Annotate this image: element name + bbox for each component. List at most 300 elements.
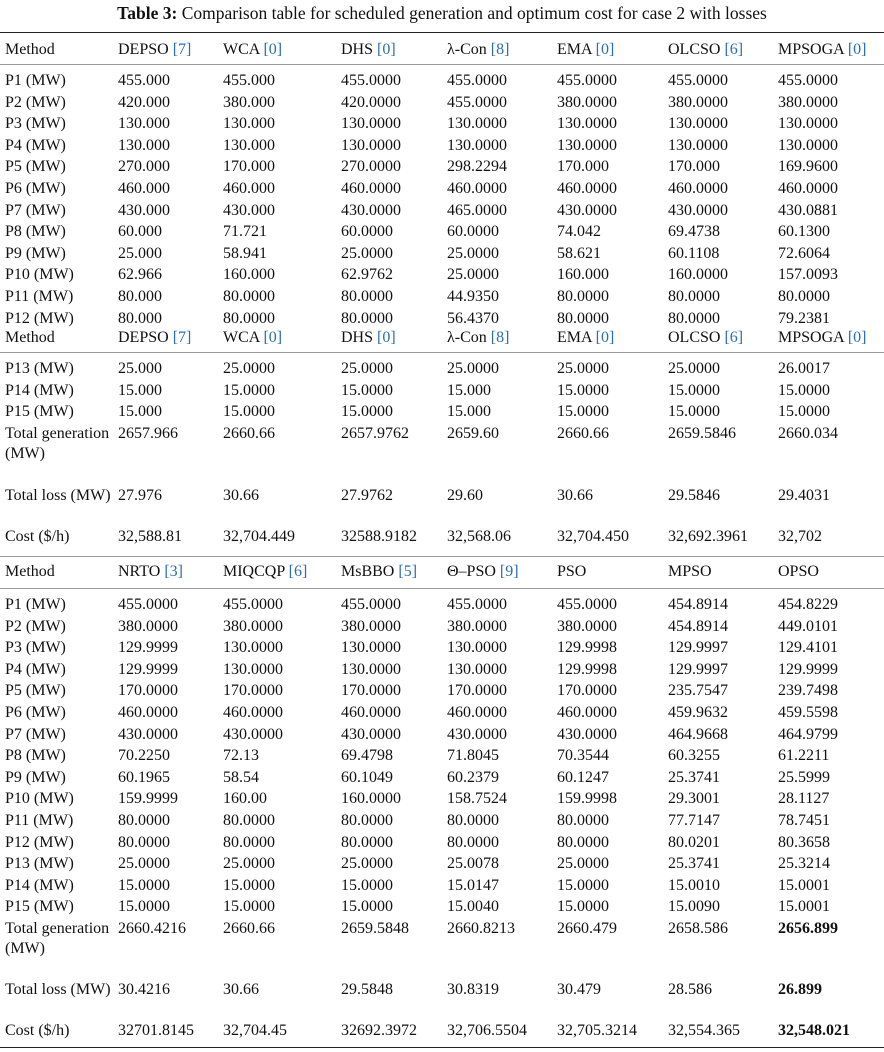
table-cell: 430.0000 — [341, 201, 401, 219]
table-cell: 430.0000 — [557, 201, 617, 219]
row-label: P3 (MW) — [5, 115, 66, 133]
row-label: P12 (MW) — [5, 833, 74, 851]
table-cell: 130.000 — [223, 136, 275, 154]
header-col5-name: EMA — [557, 41, 592, 58]
table-cell: 130.0000 — [341, 136, 401, 154]
header-col1 — [118, 40, 191, 60]
row-label: P9 (MW) — [5, 244, 66, 262]
table-cell: 29.5848 — [341, 981, 393, 998]
table-cell: 25.3741 — [668, 768, 720, 786]
table-cell: 2657.9762 — [341, 424, 409, 442]
table-cell: 380.0000 — [223, 617, 283, 635]
table-cell: 15.0001 — [778, 898, 830, 916]
table-cell: 60.000 — [118, 223, 162, 241]
header-col1 — [118, 328, 191, 348]
table-cell: 25.5999 — [778, 768, 830, 786]
header-col2-ref[interactable]: [0] — [263, 329, 283, 346]
row-label: P7 (MW) — [5, 201, 66, 219]
table-cell: 25.3741 — [668, 855, 720, 873]
section2-header-rule — [0, 352, 884, 353]
table-cell: 80.0000 — [223, 833, 275, 851]
table-cell: 28.586 — [668, 981, 712, 998]
table-cell: 32588.9182 — [341, 527, 417, 545]
table-cell: 44.9350 — [447, 288, 499, 305]
table-cell: 170.0000 — [447, 682, 507, 700]
table-cell: 170.0000 — [341, 682, 401, 700]
header-col3 — [341, 328, 396, 348]
table-cell: 460.0000 — [447, 704, 507, 721]
row-label: P6 (MW) — [5, 180, 66, 197]
table-cell: 69.4738 — [668, 223, 720, 241]
table-cell: 15.0090 — [668, 898, 720, 916]
table-cell: 80.0000 — [557, 812, 609, 829]
table-cell: 464.9799 — [778, 725, 838, 743]
table-cell: 80.3658 — [778, 833, 830, 851]
table-cell: 460.0000 — [341, 704, 401, 721]
table-cell: 25.0000 — [341, 855, 393, 873]
header-col2-name: MIQCQP — [223, 563, 285, 580]
table-cell: 130.0000 — [668, 115, 728, 133]
row-label: P10 (MW) — [5, 790, 74, 808]
table-cell: 129.9998 — [557, 639, 617, 657]
header-col1-ref[interactable]: [7] — [172, 41, 192, 58]
header-col4-ref[interactable]: [9] — [499, 563, 519, 580]
row-label: P7 (MW) — [5, 725, 66, 743]
row-label: P5 (MW) — [5, 158, 66, 176]
table-cell: 80.0000 — [557, 833, 609, 851]
table-cell: 80.0000 — [557, 309, 609, 327]
bottom-rule — [0, 1047, 884, 1048]
table-cell: 239.7498 — [778, 682, 838, 700]
table-cell: 32692.3972 — [341, 1022, 417, 1039]
header-col2-name: WCA — [223, 329, 260, 346]
table-cell: 159.9999 — [118, 790, 178, 808]
table-cell: 454.8229 — [778, 596, 838, 613]
table-cell: 15.0000 — [668, 381, 720, 399]
table-cell: 170.000 — [668, 158, 720, 176]
section1-header-rule — [0, 64, 884, 65]
header-col2-name: WCA — [223, 41, 260, 58]
header-col6 — [668, 40, 743, 60]
table-cell: 58.941 — [223, 244, 267, 262]
table-cell: 27.9762 — [341, 486, 393, 504]
table-cell: 449.0101 — [778, 617, 838, 635]
row-label: Cost ($/h) — [5, 1022, 70, 1039]
table-cell: 26.0017 — [778, 360, 830, 377]
table-cell: 32,702 — [778, 527, 822, 545]
table-cell: 30.4216 — [118, 981, 170, 998]
table-cell: 15.0000 — [118, 876, 170, 894]
header-col3-ref[interactable]: [0] — [377, 41, 396, 58]
header-col5 — [557, 40, 614, 60]
table-cell: 455.0000 — [341, 72, 401, 89]
row-label: P2 (MW) — [5, 617, 66, 635]
header-col6-name: OLCSO — [668, 41, 721, 58]
table-cell: 2660.4216 — [118, 920, 186, 937]
table-cell: 60.0000 — [447, 223, 499, 241]
table-cell: 32,692.3961 — [668, 527, 748, 545]
table-cell: 460.0000 — [668, 180, 728, 197]
table-cell: 80.0000 — [118, 812, 170, 829]
header-col5-ref[interactable]: [0] — [595, 329, 615, 346]
table-cell: 29.60 — [447, 486, 483, 504]
header-col4-name: λ-Con — [447, 41, 487, 58]
table-cell: 25.000 — [118, 244, 162, 262]
header-col7 — [778, 328, 866, 348]
table-cell: 60.1108 — [668, 244, 720, 262]
table-cell: 60.1300 — [778, 223, 830, 241]
table-cell: 454.8914 — [668, 596, 728, 613]
table-cell: 32,704.449 — [223, 527, 295, 545]
table-cell: 15.0000 — [341, 876, 393, 894]
table-cell: 29.5846 — [668, 486, 720, 504]
header-col7-name: MPSOGA — [778, 329, 844, 346]
table-cell: 69.4798 — [341, 747, 393, 765]
table-cell: 58.621 — [557, 244, 601, 262]
table-cell: 32,568.06 — [447, 527, 511, 545]
row-label: P9 (MW) — [5, 768, 66, 786]
table-cell: 32,548.021 — [778, 1022, 850, 1039]
table-cell: 130.0000 — [668, 136, 728, 154]
table-cell: 460.0000 — [778, 180, 838, 197]
table-cell: 80.0000 — [778, 288, 830, 305]
table-cell: 380.0000 — [668, 93, 728, 111]
table-cell: 2660.66 — [223, 424, 275, 442]
table-cell: 455.0000 — [118, 596, 178, 613]
table-cell: 130.000 — [118, 115, 170, 133]
table-cell: 130.0000 — [223, 660, 283, 678]
table-cell: 15.0000 — [557, 381, 609, 399]
table-cell: 71.8045 — [447, 747, 499, 765]
table-cell: 130.000 — [118, 136, 170, 154]
table-cell: 70.3544 — [557, 747, 609, 765]
row-label: P1 (MW) — [5, 596, 66, 613]
table-cell: 170.000 — [223, 158, 275, 176]
table-cell: 2658.586 — [668, 920, 728, 937]
table-cell: 130.0000 — [778, 136, 838, 154]
header-col7-name: OPSO — [778, 563, 819, 580]
table-cell: 80.0000 — [118, 833, 170, 851]
table-cell: 70.2250 — [118, 747, 170, 765]
row-label: P15 (MW) — [5, 898, 74, 916]
table-cell: 15.0010 — [668, 876, 720, 894]
table-cell: 270.0000 — [341, 158, 401, 176]
table-cell: 380.0000 — [118, 617, 178, 635]
table-cell: 25.0078 — [447, 855, 499, 873]
header-col4 — [447, 328, 509, 348]
table-cell: 455.000 — [118, 72, 170, 89]
table-cell: 2660.8213 — [447, 920, 515, 937]
table-cell: 170.0000 — [118, 682, 178, 700]
header-col6-name: OLCSO — [668, 329, 721, 346]
table-cell: 72.13 — [223, 747, 259, 765]
table-cell: 129.9997 — [668, 639, 728, 657]
table-cell: 455.0000 — [447, 72, 507, 89]
table-cell: 464.9668 — [668, 725, 728, 743]
table-cell: 2660.66 — [223, 920, 275, 937]
header-col4-ref[interactable]: [8] — [490, 41, 510, 58]
table-cell: 25.0000 — [447, 244, 499, 262]
table-cell: 160.0000 — [341, 790, 401, 808]
row-label: Total generation (MW) — [5, 424, 110, 462]
table-cell: 130.0000 — [341, 115, 401, 133]
row-label: P14 (MW) — [5, 381, 74, 399]
table-cell: 170.0000 — [557, 682, 617, 700]
row-label: P5 (MW) — [5, 682, 66, 700]
table-cell: 25.0000 — [341, 360, 393, 377]
table-cell: 455.0000 — [778, 72, 838, 89]
table-cell: 25.0000 — [223, 855, 275, 873]
table-cell: 71.721 — [223, 223, 267, 241]
table-cell: 158.7524 — [447, 790, 507, 808]
table-cell: 2660.034 — [778, 424, 838, 442]
table-cell: 15.0000 — [778, 403, 830, 420]
header-col7 — [778, 562, 819, 582]
header-col4-name: λ-Con — [447, 329, 487, 346]
table-cell: 15.0000 — [557, 898, 609, 916]
table-cell: 130.0000 — [447, 136, 507, 154]
row-label: Cost ($/h) — [5, 527, 70, 545]
table-cell: 80.0000 — [223, 309, 275, 327]
header-col5-name: PSO — [557, 563, 587, 580]
table-cell: 78.7451 — [778, 812, 830, 829]
header-col4-name: Θ–PSO — [447, 563, 496, 580]
row-label: P13 (MW) — [5, 360, 74, 377]
row-label: P8 (MW) — [5, 223, 66, 241]
header-col7-ref[interactable]: [0] — [847, 41, 867, 58]
table-cell: 15.0001 — [778, 876, 830, 894]
header-col1-ref[interactable]: [3] — [164, 563, 183, 580]
table-cell: 25.3214 — [778, 855, 830, 873]
table-cell: 170.0000 — [223, 682, 283, 700]
table-cell: 15.0000 — [223, 898, 275, 916]
table-cell: 79.2381 — [778, 309, 830, 327]
header-col6-ref[interactable]: [6] — [724, 41, 744, 58]
table-cell: 25.0000 — [447, 266, 499, 284]
header-col1-name: NRTO — [118, 563, 161, 580]
table-cell: 62.966 — [118, 266, 162, 284]
table-cell: 15.0000 — [778, 381, 830, 399]
header-col3 — [341, 40, 396, 60]
table-cell: 130.0000 — [447, 115, 507, 133]
table-cell: 15.0000 — [341, 898, 393, 916]
table-cell: 80.0000 — [223, 812, 275, 829]
header-col1-name: DEPSO — [118, 329, 169, 346]
header-method: Method — [5, 563, 55, 580]
table-cell: 80.000 — [118, 288, 162, 305]
row-label: P3 (MW) — [5, 639, 66, 657]
caption-text: Comparison table for scheduled generation and optimum cost for case 2 with losses — [181, 3, 767, 23]
row-label: P6 (MW) — [5, 704, 66, 721]
table-cell: 15.0040 — [447, 898, 499, 916]
table-cell: 298.2294 — [447, 158, 507, 176]
table-cell: 60.1965 — [118, 768, 170, 786]
table-cell: 129.9999 — [118, 660, 178, 678]
table-cell: 15.0000 — [341, 381, 393, 399]
table-cell: 30.479 — [557, 981, 601, 998]
table-cell: 2659.5846 — [668, 424, 736, 442]
header-col2 — [223, 40, 282, 60]
header-col3-name: DHS — [341, 329, 374, 346]
table-cell: 380.0000 — [557, 617, 617, 635]
header-col1 — [118, 562, 183, 582]
table-cell: 32,704.450 — [557, 527, 629, 545]
header-col4 — [447, 562, 519, 582]
table-cell: 460.0000 — [447, 180, 507, 197]
table-cell: 465.0000 — [447, 201, 507, 219]
table-cell: 30.66 — [557, 486, 593, 504]
table-cell: 80.0000 — [557, 288, 609, 305]
table-cell: 430.0000 — [447, 725, 507, 743]
row-label: P10 (MW) — [5, 266, 74, 284]
header-col5 — [557, 328, 614, 348]
table-cell: 420.0000 — [341, 93, 401, 111]
table-cell: 430.0881 — [778, 201, 838, 219]
caption-label: Table 3: — [117, 3, 178, 23]
table-cell: 380.000 — [223, 93, 275, 111]
table-caption — [0, 0, 884, 26]
table-cell: 32,705.3214 — [557, 1022, 637, 1039]
table-cell: 160.0000 — [668, 266, 728, 284]
table-cell: 129.9997 — [668, 660, 728, 678]
row-label: P2 (MW) — [5, 93, 66, 111]
header-col5-ref[interactable]: [0] — [595, 41, 615, 58]
header-col4 — [447, 40, 509, 60]
table-cell: 170.000 — [557, 158, 609, 176]
table-cell: 32,704.45 — [223, 1022, 287, 1039]
table-cell: 80.0000 — [447, 833, 499, 851]
table-cell: 60.3255 — [668, 747, 720, 765]
table-cell: 235.7547 — [668, 682, 728, 700]
table-cell: 74.042 — [557, 223, 601, 241]
table-cell: 129.9998 — [557, 660, 617, 678]
table-cell: 80.0201 — [668, 833, 720, 851]
header-col3-ref[interactable]: [0] — [377, 329, 396, 346]
table-cell: 15.0000 — [223, 403, 275, 420]
table-cell: 29.3001 — [668, 790, 720, 808]
table-cell: 80.0000 — [341, 833, 393, 851]
table-cell: 58.54 — [223, 768, 259, 786]
header-col2-ref[interactable]: [0] — [263, 41, 283, 58]
header-col3-name: DHS — [341, 41, 374, 58]
table-cell: 77.7147 — [668, 812, 720, 829]
header-col7-ref[interactable]: [0] — [847, 329, 867, 346]
table-cell: 460.000 — [223, 180, 275, 197]
table-cell: 25.0000 — [223, 360, 275, 377]
table-cell: 80.0000 — [223, 288, 275, 305]
table-cell: 130.0000 — [447, 660, 507, 678]
header-col4-ref[interactable]: [8] — [490, 329, 510, 346]
table-cell: 460.0000 — [557, 704, 617, 721]
table-cell: 160.000 — [223, 266, 275, 284]
table-cell: 460.0000 — [557, 180, 617, 197]
row-label: P13 (MW) — [5, 855, 74, 873]
table-cell: 455.0000 — [447, 93, 507, 111]
row-label: P12 (MW) — [5, 309, 74, 327]
table-cell: 2659.60 — [447, 424, 499, 442]
header-method: Method — [5, 41, 55, 58]
table-cell: 80.0000 — [341, 812, 393, 829]
table-cell: 61.2211 — [778, 747, 830, 765]
header-col5-name: EMA — [557, 329, 592, 346]
header-col2-ref[interactable]: [6] — [288, 563, 308, 580]
table-cell: 56.4370 — [447, 309, 499, 327]
table-cell: 15.000 — [118, 403, 162, 420]
table-cell: 160.00 — [223, 790, 267, 808]
table-cell: 430.000 — [223, 201, 275, 219]
table-cell: 380.0000 — [341, 617, 401, 635]
table-cell: 25.0000 — [557, 855, 609, 873]
table-cell: 80.0000 — [668, 288, 720, 305]
table-cell: 130.0000 — [447, 639, 507, 657]
table-cell: 60.0000 — [341, 223, 393, 241]
table-cell: 130.000 — [223, 115, 275, 133]
table-cell: 15.0000 — [557, 876, 609, 894]
table-cell: 15.0000 — [341, 403, 393, 420]
table-cell: 380.0000 — [557, 93, 617, 111]
table-cell: 15.0000 — [557, 403, 609, 420]
table-cell: 62.9762 — [341, 266, 393, 284]
header-method: Method — [5, 329, 55, 346]
header-col3-ref[interactable]: [5] — [398, 563, 418, 580]
table-cell: 455.0000 — [341, 596, 401, 613]
table-cell: 2660.66 — [557, 424, 609, 442]
header-col5 — [557, 562, 586, 582]
table-cell: 80.0000 — [668, 309, 720, 327]
header-col6-ref[interactable]: [6] — [724, 329, 744, 346]
table-cell: 169.9600 — [778, 158, 838, 176]
row-label: P15 (MW) — [5, 403, 74, 420]
table-cell: 25.0000 — [118, 855, 170, 873]
table-cell: 455.0000 — [223, 596, 283, 613]
table-cell: 80.0000 — [341, 309, 393, 327]
header-col1-ref[interactable]: [7] — [172, 329, 192, 346]
table-cell: 430.0000 — [118, 725, 178, 743]
row-label: P4 (MW) — [5, 660, 66, 678]
table-cell: 430.0000 — [668, 201, 728, 219]
header-col7 — [778, 40, 866, 60]
table-cell: 455.000 — [223, 72, 275, 89]
table-cell: 32,588.81 — [118, 527, 182, 545]
row-label: Total loss (MW) — [5, 486, 111, 504]
table-cell: 29.4031 — [778, 486, 830, 504]
table-cell: 129.9999 — [118, 639, 178, 657]
table-cell: 454.8914 — [668, 617, 728, 635]
table-cell: 27.976 — [118, 486, 162, 504]
table-cell: 130.0000 — [557, 136, 617, 154]
row-label: P11 (MW) — [5, 812, 74, 829]
table-cell: 25.0000 — [668, 360, 720, 377]
table-cell: 15.0000 — [223, 876, 275, 894]
table-cell: 30.66 — [223, 486, 259, 504]
row-label: P8 (MW) — [5, 747, 66, 765]
top-rule — [0, 32, 884, 33]
row-label: P1 (MW) — [5, 72, 66, 89]
table-cell: 459.9632 — [668, 704, 728, 721]
table-cell: 130.0000 — [341, 660, 401, 678]
table-cell: 157.0093 — [778, 266, 838, 284]
row-label: Total loss (MW) — [5, 981, 111, 998]
table-cell: 15.0000 — [668, 403, 720, 420]
table-cell: 28.1127 — [778, 790, 830, 808]
header-col6-name: MPSO — [668, 563, 712, 580]
table-cell: 2657.966 — [118, 424, 178, 442]
header-col7-name: MPSOGA — [778, 41, 844, 58]
row-label: P11 (MW) — [5, 288, 74, 305]
table-cell: 15.0147 — [447, 876, 499, 894]
table-cell: 2659.5848 — [341, 920, 409, 937]
table-cell: 32,706.5504 — [447, 1022, 527, 1039]
